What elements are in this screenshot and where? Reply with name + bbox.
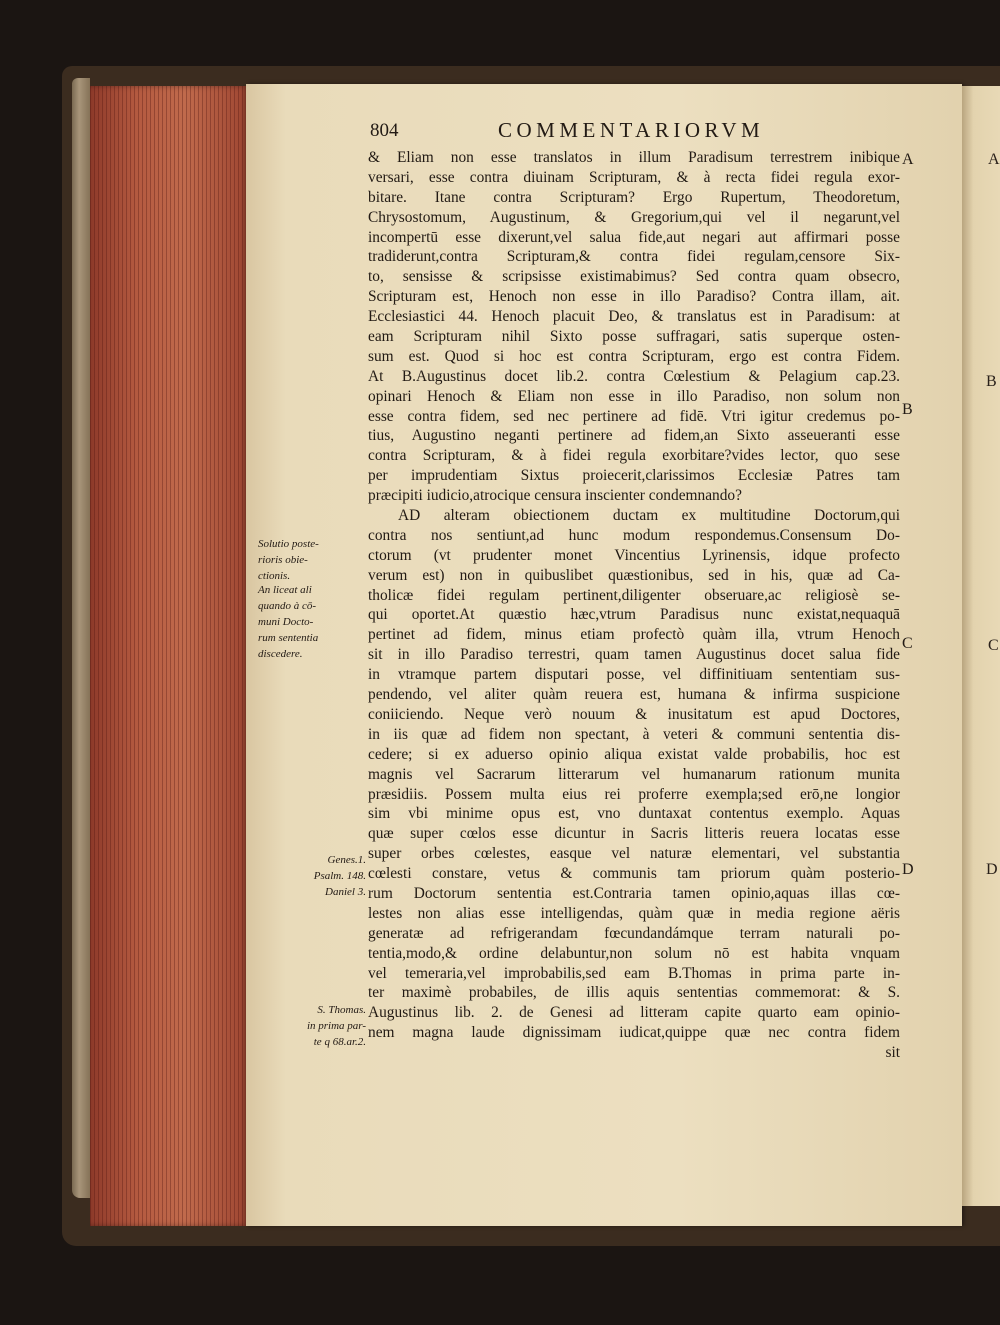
page-edges <box>90 86 248 1226</box>
text-line: rum Doctorum sententia est.Contraria tamen opinio,aquas illas cœ- <box>368 884 900 902</box>
text-line: qui oportet.At quæstio hæc,vtrum Paradisus nunc existat,nequaquā <box>368 606 900 624</box>
text-line: AD alteram obiectionem ductam ex multitudine Doctorum,qui <box>398 507 900 525</box>
text-line: super orbes cœlestes, easque vel naturæ elementari, vel substantia <box>368 845 900 863</box>
text-line: in vtramque partem disputari posse, vel diffinitiuam sententiam sus- <box>368 666 900 684</box>
text-line: vel temeraria,vel improbabilis,sed eam B.Thomas in prima parte in- <box>368 964 900 982</box>
page-number: 804 <box>370 120 399 141</box>
margin-note-line: An liceat ali <box>258 584 312 596</box>
text-line: quæ super cœlos esse dicuntur in Sacris litteris reuera locatas esse <box>368 825 900 843</box>
text-line: tholicæ fidei regulam pertinent,diligenter obseruare,ac religiosè se- <box>368 586 900 604</box>
margin-note-line: muni Docto- <box>258 616 314 628</box>
text-line: pertinet ad fidem, minus etiam profectò quàm illa, vtrum Henoch <box>368 626 900 644</box>
text-line: contra nos sentiunt,ad hunc modum respondemus.Consensum Do- <box>368 526 900 544</box>
section-letter-a: A <box>902 151 914 168</box>
margin-note-line: ctionis. <box>258 570 291 582</box>
text-line: magnis vel Sacrarum litterarum vel humanarum rationum munita <box>368 765 900 783</box>
margin-note-genesis <box>258 852 366 900</box>
text-line: per imprudentiam Sixtus proiecerit,clarissimos Ecclesiæ Patres tam <box>368 467 900 485</box>
text-line: præsidiis. Possem multa eius rei proferre exempla;sed erō,ne longior <box>368 785 900 803</box>
section-letter-b: B <box>902 401 913 418</box>
margin-note-solutio <box>258 536 366 584</box>
margin-note-an-liceat <box>258 582 366 662</box>
text-line: verum est) non in quibuslibet quæstionibus, sed in his, quæ ad Ca- <box>368 566 900 584</box>
text-line: cedere; si ex aduerso opinio aliqua existat valde probabilis, hoc est <box>368 745 900 763</box>
text-line: generatæ ad refrigerandam fœcundandámque terram naturali po- <box>368 924 900 942</box>
text-line: At B.Augustinus docet lib.2. contra Cœlestium & Pelagium cap.23. <box>368 367 900 385</box>
margin-note-line: discedere. <box>258 648 303 660</box>
text-line: & Eliam non esse translatos in illum Paradisum terrestrem inibique <box>368 149 900 166</box>
next-page-letter-a: A <box>988 151 1000 168</box>
margin-note-line: S. Thomas. <box>317 1004 366 1016</box>
text-line: sit <box>885 1044 900 1062</box>
text-line: tradiderunt,contra Scripturam,& contra fidei regulam,censore Six- <box>368 248 900 266</box>
text-line: sit in illo Paradiso terrestri, quam tamen Augustinus docet salua fide <box>368 646 900 664</box>
text-line: coniiciendo. Neque verò nouum & inusitatum est apud Doctores, <box>368 705 900 723</box>
text-line: incompertū esse dixerunt,vel salua fide,aut negari aut affirmari posse <box>368 228 900 246</box>
text-line: Augustinus lib. 2. de Genesi ad litteram capite quarto eam opinio- <box>368 1004 900 1022</box>
text-line: opinari Henoch & Eliam non esse in illo Paradiso, non solum non <box>368 387 900 405</box>
margin-note-thomas <box>258 1002 366 1050</box>
text-line: nem magna laude dignissimam iudicat,quippe quæ nec contra fidem <box>368 1024 900 1042</box>
margin-note-line: Genes.1. <box>327 854 366 866</box>
margin-note-line: Solutio poste- <box>258 538 319 550</box>
text-line: Chrysostomum, Augustinum, & Gregorium,qui vel il negarunt,vel <box>368 208 900 226</box>
next-page-letter-d: D <box>986 861 998 878</box>
margin-note-line: quando à cō- <box>258 600 317 612</box>
margin-note-line: te q 68.ar.2. <box>313 1036 366 1048</box>
text-line: ctorum (vt prudenter monet Vincentius Lyrinensis, idque profecto <box>368 546 900 564</box>
margin-note-line: Daniel 3. <box>325 886 366 898</box>
next-page-letter-c: C <box>988 637 999 654</box>
text-line: Scripturam est, Henoch non esse in illo Paradiso? Contra illam, ait. <box>368 288 900 306</box>
section-letter-d: D <box>902 861 914 878</box>
book-spine <box>72 78 90 1198</box>
section-letter-c: C <box>902 635 913 652</box>
next-page-letter-b: B <box>986 373 997 390</box>
text-line: ter maximè probabiles, de illis aquis sententias commemorat: & S. <box>368 984 900 1002</box>
text-line: eam Scripturam nihil Sixto posse suffragari, satis superque osten- <box>368 328 900 346</box>
text-line: præcipiti iudicio,atrocique censura inscienter condemnando? <box>368 487 742 505</box>
next-page-sliver <box>962 86 1000 1206</box>
text-line: Ecclesiastici 44. Henoch placuit Deo, & translatus est in Paradisum: at <box>368 308 900 326</box>
text-line: cœlesti constare, vetus & communis tam priorum quàm posterio- <box>368 865 900 883</box>
margin-note-line: Psalm. 148. <box>313 870 366 882</box>
running-title: COMMENTARIORVM <box>498 118 765 142</box>
text-line: versari, esse contra diuinam Scripturam, & à recta fidei regula exor- <box>368 168 900 186</box>
text-line: tentia,modo,& ordine delabuntur,non solum nō est habita vnquam <box>368 944 900 962</box>
text-line: pendendo, vel aliter quàm reuera est, humana & infirma suspicione <box>368 686 900 704</box>
page-header <box>370 118 900 144</box>
text-line: tius, Augustino neganti pertinere ad fidem,an Sixto asseueranti esse <box>368 427 900 445</box>
text-line: to, sensisse & scripsisse existimabimus? Sed contra quam obsecro, <box>368 268 900 286</box>
body-text <box>368 148 900 1063</box>
text-line: sim vbi minime opus est, vno duntaxat contentus exemplo. Aquas <box>368 805 900 823</box>
text-line: in iis quæ ad fidem non spectant, à veteri & communi sententia dis- <box>368 725 900 743</box>
margin-note-line: in prima par- <box>306 1020 366 1032</box>
text-line: lestes non alias esse intelligendas, quàm quæ in media regione aëris <box>368 904 900 922</box>
margin-note-line: rioris obie- <box>258 554 308 566</box>
margin-note-line: rum sententia <box>258 632 319 644</box>
text-line: contra Scripturam, & à fidei regula exorbitare?vides lector, quo sese <box>368 447 900 465</box>
text-line: bitare. Itane contra Scripturam? Ergo Rupertum, Theodoretum, <box>368 188 900 206</box>
text-line: esse contra fidem, sed nec pertinere ad fidē. Vtri igitur credemus po- <box>368 407 900 425</box>
text-line: sum est. Quod si hoc est contra Scripturam, ergo est contra Fidem. <box>368 347 900 365</box>
